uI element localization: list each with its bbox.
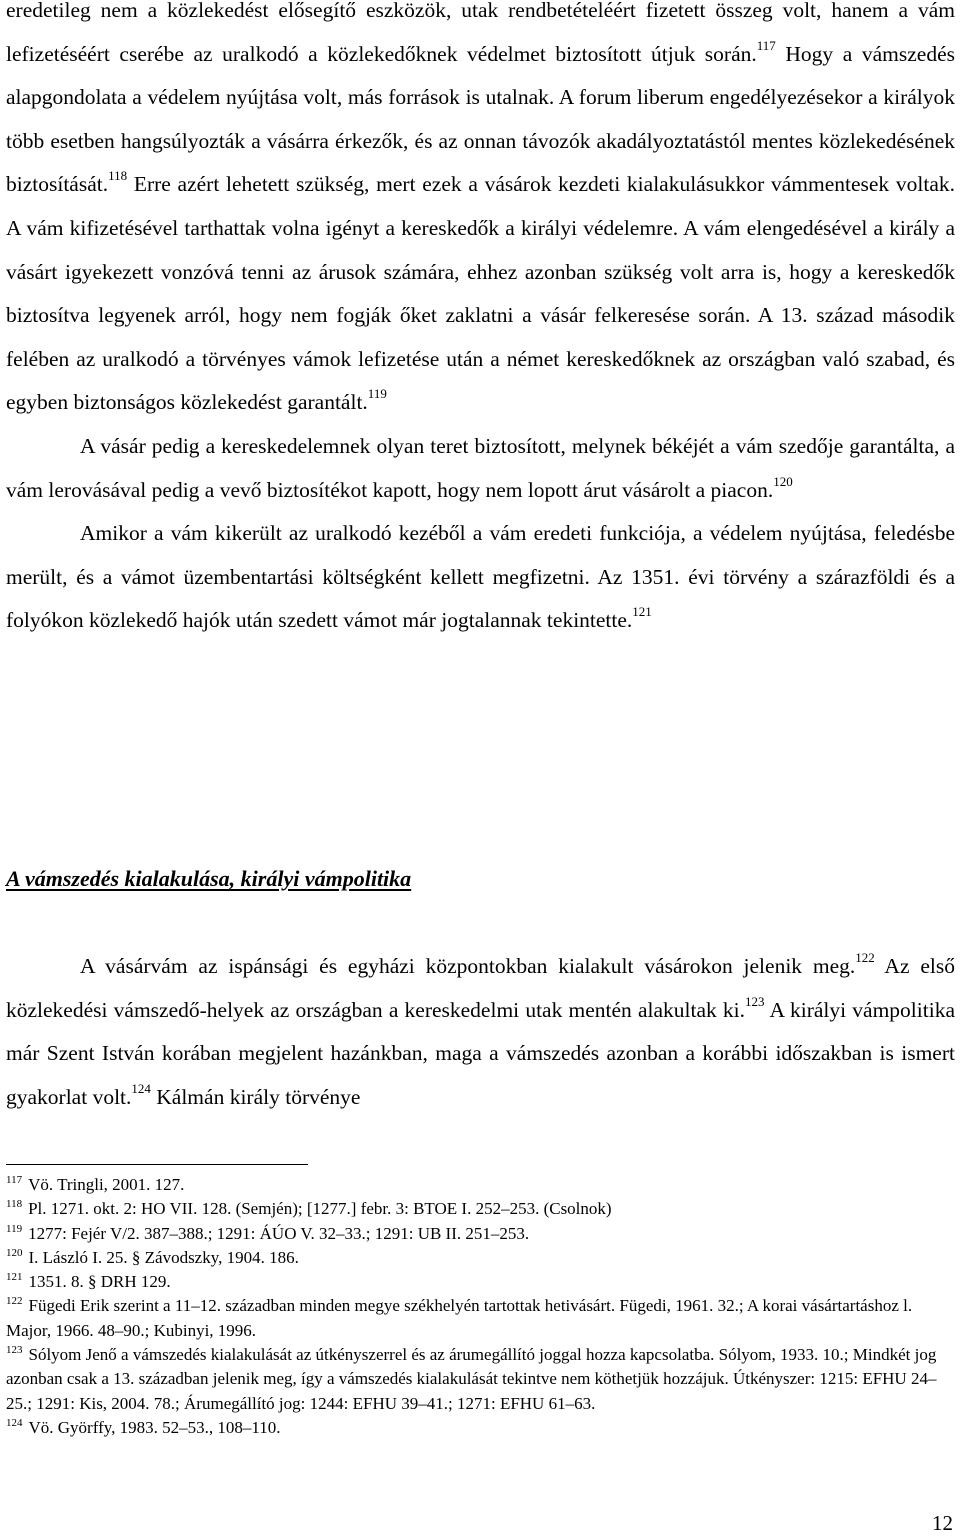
footnote-121	[6, 1270, 946, 1294]
body-text	[6, 0, 955, 643]
footnote-ref: 123	[745, 993, 765, 1009]
footnote-number: 123	[6, 1344, 23, 1357]
footnote-ref: 118	[108, 168, 128, 184]
footnote-119	[6, 1222, 946, 1246]
footnote-ref: 119	[367, 386, 387, 402]
footnote-number: 122	[6, 1295, 23, 1308]
footnote-text: Vö. Györffy, 1983. 52–53., 108–110.	[28, 1417, 281, 1437]
footnote-number: 124	[6, 1416, 23, 1429]
footnote-ref: 117	[756, 37, 776, 53]
footnote-text: I. László I. 25. § Závodszky, 1904. 186.	[28, 1247, 299, 1267]
text-run: Hogy a vámszedés alapgondolata a védelem nyújtása volt, más források is utalnak. A forum liberum engedélyezésekor a királyok több esetben hangsúlyozták a vásárra érkezők, és az onnan távozók akadályoztatástól mentes közlekedésének biztosítását.	[6, 41, 956, 197]
text-run: A vásárvám az ispánsági és egyházi központokban kialakult vásárokon jelenik meg.	[80, 954, 856, 978]
footnote-118	[6, 1197, 946, 1221]
paragraph-2	[6, 425, 955, 512]
footnote-text: Pl. 1271. okt. 2: HO VII. 128. (Semjén); [1277.] febr. 3: BTOE I. 252–253. (Csolnok)	[28, 1199, 612, 1219]
page-number: 12	[932, 1511, 953, 1535]
paragraph-3	[6, 512, 955, 643]
text-run: Erre azért lehetett szükség, mert ezek a vásárok kezdeti kialakulásukkor vámmentesek voltak. A vám kifizetésével tarthattak volna igényt a kereskedők a királyi védelemre. A vám elengedésével a király a vásárt igyekezett vonzóvá tenni az árusok számára, ehhez azonban szükség volt arra is, hogy a kereskedők biztosítva legyenek arról, hogy nem fogják őket zaklatni a vásár felkeresése során. A 13. század második felében az uralkodó a törvényes vámok lefizetése után a német kereskedőknek az országban való szabad, és egyben biztonságos közlekedést garantált.	[6, 172, 955, 415]
text-run: Kálmán király törvénye	[150, 1084, 361, 1109]
footnote-124	[6, 1416, 946, 1440]
footnote-123	[6, 1343, 946, 1416]
footnote-separator	[6, 1164, 308, 1165]
footnote-120	[6, 1246, 946, 1270]
text-run: A vásár pedig a kereskedelemnek olyan teret biztosított, melynek békéjét a vám szedője garantálta, a vám lerovásával pedig a vevő biztosítékot kapott, hogy nem lopott árut vásárolt a piacon.	[6, 433, 955, 502]
text-run: Amikor a vám kikerült az uralkodó kezéből a vám eredeti funkciója, a védelem nyújtása, feledésbe merült, és a vámot üzembentartási költségként kellett megfizetni. Az 1351. évi törvény a szárazföldi és a folyókon közlekedő hajók után szedett vámot már jogtalannak tekintette.	[6, 521, 955, 633]
text-run: A királyi vámpolitika már Szent István korában megjelent hazánkban, maga a vámszedés azonban a korábbi időszakban is ismert gyakorlat volt.	[6, 997, 955, 1109]
footnote-text: 1351. 8. § DRH 129.	[28, 1272, 171, 1292]
footnote-number: 121	[6, 1271, 23, 1284]
footnote-number: 119	[6, 1222, 23, 1235]
footnote-text: Sólyom Jenő a vámszedés kialakulását az útkényszerrel és az árumegállító joggal hozza kapcsolatba. Sólyom, 1933. 10.; Mindkét jog azonban csak a 13. században jelenik meg, így a vámszedés kialakulását tekintve nem köthetjük hozzájuk. Útkényszer: 1215: EFHU 24–25.; 1291: Kis, 2004. 78.; Árumegállító jog: 1244: EFHU 39–41.; 1271: EFHU 61–63.	[6, 1345, 937, 1413]
section-heading: A vámszedés kialakulása, királyi vámpolitika	[6, 866, 412, 891]
footnote-ref: 120	[773, 473, 793, 489]
footnote-ref: 122	[855, 950, 875, 965]
footnotes	[6, 1173, 946, 1440]
footnote-number: 120	[6, 1246, 23, 1259]
footnote-ref: 124	[131, 1080, 151, 1096]
footnote-number: 117	[6, 1174, 23, 1186]
paragraph-4	[6, 945, 955, 1119]
footnote-122	[6, 1294, 946, 1343]
footnote-ref: 121	[632, 604, 652, 620]
section-body	[6, 945, 955, 1119]
footnote-text: Vö. Tringli, 2001. 127.	[28, 1175, 185, 1194]
text-run: Az első közlekedési vámszedő-helyek az országban a kereskedelmi utak mentén alakultak ki.	[6, 954, 955, 1022]
paragraph-1	[6, 0, 955, 425]
footnote-number: 118	[6, 1198, 23, 1211]
document-page	[6, 0, 955, 1537]
footnote-117	[6, 1173, 946, 1197]
text-run: eredetileg nem a közlekedést elősegítő eszközök, utak rendbetételéért fizetett összeg volt, hanem a vám lefizetéséért cserébe az uralkodó a közlekedőknek védelmet biztosított útjuk során.	[6, 0, 955, 66]
footnote-text: 1277: Fejér V/2. 387–388.; 1291: ÁÚO V. 32–33.; 1291: UB II. 251–253.	[28, 1223, 530, 1243]
footnote-text: Fügedi Erik szerint a 11–12. században minden megye székhelyén tartottak hetivásárt. Fügedi, 1961. 32.; A korai vásártartáshoz l. Major, 1966. 48–90.; Kubinyi, 1996.	[6, 1296, 913, 1340]
